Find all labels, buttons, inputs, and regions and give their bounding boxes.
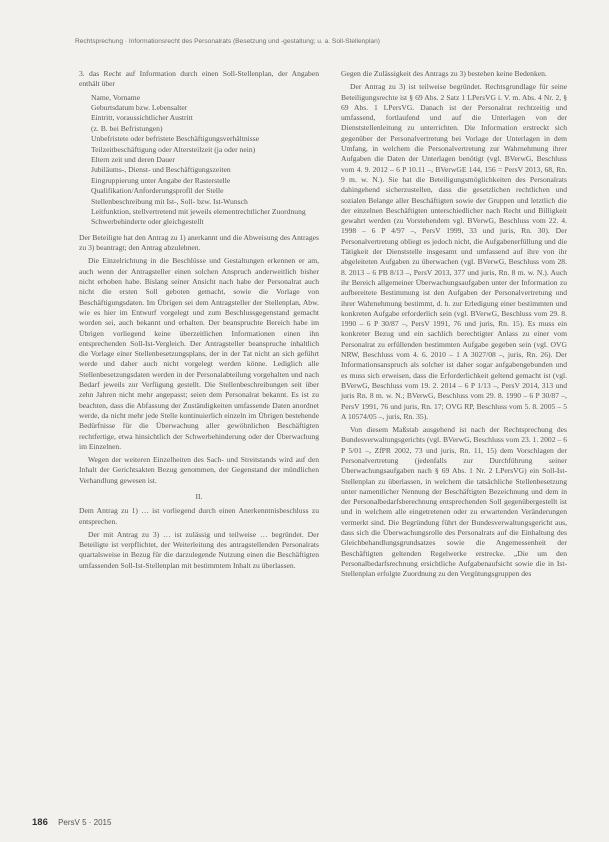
info-list <box>91 93 319 228</box>
section-numeral: II. <box>195 492 203 501</box>
paragraph: Der Antrag zu 3) ist teilweise begründet. Rechtsgrundlage für seine Beteiligungsrechte ist § 69 Abs. 2 Satz 1 LPersVG i. V. m. Abs. 4 Nr. 2, § 69 Abs. 1 LPersVG. Danach ist der Personalrat rechtzeitig und umfassend, fortlaufend und auf die Unterlagen von der Dienststellenleitung zu unterrichten. Die Information erstreckt sich gegenüber der Personalvertretung bei Vorlage der Unterlagen in dem Umfang, in welchem die Personalvertretung zur Wahrnehmung ihrer Aufgaben die Daten der Unterlagen benötigt (vgl. BVerwG, Beschluss vom 4. 9. 2012 – 6 P 10.11 –, BVerwGE 144, 156 = PersV 2013, 68, Rn. 9 m. w. N.). Sie hat die Beteiligungsmöglichkeiten des Personalrats dahingehend sicherzustellen, dass die gesetzlichen rechtlichen und sozialen Belange aller Beschäftigten sowie der Gruppen und letztlich die der einzelnen Beschäftigten unterschiedlicher nach Recht und Billigkeit gewahrt werden (zu Vorstehendem vgl. BVerwG, Beschluss vom 22. 4. 1998 – 6 P 4/97 –, PersV 1999, 33 und juris, Rn. 30). Der Personalvertretung obliegt es jedoch nicht, die Aufgabenerfüllung und die Tätigkeit der Dienststelle insgesamt und umfassend auf ihre von ihr abgeleiteten Aufgaben zu überwachen (vgl. BVerwG, Beschluss vom 28. 8. 2013 – 6 PB 8/13 –, PersV 2013, 377 und juris, Rn. 8 m. w. N.). Auch ihr Bereich allgemeiner Überwachungsaufgaben unter der Information zu aufbereitete Bestimmung ist den Aufgaben der Personalvertretung und ihrer Wahrnehmung bestimmt, d. h. zur Erledigung einer bestimmten und konkreten Aufgabe erforderlich sein (vgl. BVerwG, Beschluss vom 29. 8. 1990 – 6 P 30/87 –, PersV 1991, 76 und juris, Rn. 15). Es muss ein konkreter Bezug und ein sachlich berechtigter Anlass zu einer vom Personalrat zu erfüllenden bestimmten Aufgabe gegeben sein (vgl. OVG NRW, Beschluss vom 4. 6. 2010 – 1 A 3027/08 –, juris, Rn. 26). Der Informationsanspruch als solcher ist daher sogar aufgabengebunden und es muss sich erweisen, dass die Erforderlichkeit geltend gemacht ist (vgl. BVerwG, Beschluss vom 19. 2. 2014 – 6 P 1/13 –, PersV 2014, 313 und juris Rn. 8 m. w. N.; BVerwG, Beschluss vom 29. 8. 1990 – 6 P 30/87 –, PersV 1991, 76 und juris, Rn. 17; OVG RP, Beschluss vom 5. 8. 2005 – 5 A 10574/05 –, juris, Rn. 35). <box>341 82 567 421</box>
paragraph: Von diesem Maßstab ausgehend ist nach der Rechtsprechung des Bundesverwaltungsgerichts (vgl. BVerwG, Beschluss vom 23. 1. 2002 – 6 P 5/01 –, ZfPR 2002, 73 und juris, Rn. 11, 15) dem Vorschlagen der Personalvertretung (jedenfalls zur Durchführung seiner Überwachungsaufgaben nach § 69 Abs. 1 Nr. 2 LPersVG) ein Soll-Ist-Stellenplan zu überlassen, in welchem die tatsächliche Stellenbesetzung unter namentlicher Nennung der Beschäftigten Bezeichnung und dem in der Personalbedarfsberechnung entsprechenden Soll gegenübergestellt ist und in welchem alle eingetretenen oder zu erwartenden Veränderungen vermerkt sind. Die Begründung führt der Bundesverwaltungsgericht aus, dass sich die Überwachungsrolle des Personalrats auf die Einhaltung des Gleichbehandlungsgrundsatzes sowie die Angemessenheit der Beschäftigten geltenden Regelwerke erstrecke. „Die um den Personalbedarfsrechnung ersichtliche Aufgabenaufsicht sowie die in Ist-Stellenplan erfolgte Zuordnung zu den Vergütungsgruppen des <box>341 425 567 579</box>
list-item: Leitfunktion, stellvertretend mit jeweils elementrechtlicher Zuordnung <box>91 207 306 217</box>
paragraph: Der Beteiligte hat den Antrag zu 1) anerkannt und die Abweisung des Antrages zu 3) beantragt; den Antrag abzulehnen. <box>79 232 319 253</box>
running-head: Rechtsprechung · Informationsrecht des Personalrats (Besetzung und -gestaltung; u. a. Soll-Stellenplan) <box>75 38 380 45</box>
journal-issue: PersV 5 · 2015 <box>58 818 112 827</box>
page-footer <box>32 817 111 828</box>
list-item: Eingruppierung unter Angabe der Rasterstelle <box>91 175 231 185</box>
list-item: Eintritt, voraussichtlicher Austritt <box>91 113 193 123</box>
paragraph: Der mit Antrag zu 3) … ist zulässig und teilweise … begründet. Der Beteiligte ist verpflichtet, der Weiterleitung des antragstellenden Personalrats quartalsweise in Bezug für die darzulegende Nutzung einen die Beschäftigten umfassenden Soll-Ist-Stellenplan mit bestimmtem Inhalt zu überlassen. <box>79 529 319 570</box>
paragraph: Gegen die Zulässigkeit des Antrags zu 3) bestehen keine Bedenken. <box>341 69 547 78</box>
list-item: Unbefristete oder befristete Beschäftigungsverhältnisse <box>91 134 260 144</box>
list-item: Qualifikation/Anforderungsprofil der Stelle <box>91 186 224 196</box>
left-column <box>79 69 319 574</box>
list-item: Geburtsdatum bzw. Lebensalter <box>91 103 188 112</box>
list-item: Teilzeitbeschäftigung oder Altersteilzeit (ja oder nein) <box>91 144 256 154</box>
list-item: Schwerbehinderte oder gleichgestellt <box>91 217 204 227</box>
paragraph: Dem Antrag zu 1) … ist vorliegend durch einen Anerkenntnisbeschluss zu entsprechen. <box>79 506 319 526</box>
list-item: Eltern zeit und deren Dauer <box>91 155 175 165</box>
left-intro: 3. das Recht auf Information durch einen Soll-Stellenplan, der Angaben enthält über <box>79 69 319 89</box>
list-item: Stellenbeschreibung mit Ist-, Soll- bzw. Ist-Wunsch <box>91 196 248 206</box>
page-number: 186 <box>32 817 48 828</box>
list-item: Name, Vorname <box>91 92 141 102</box>
right-column <box>341 69 567 583</box>
paragraph: Die Einzelrichtung in die Beschlüsse und Gestaltungen erkennen er am, auch wenn der Antragsteller einen solchen Anspruch anderweitlich bisher nicht erhoben habe. Bislang seiner Ansicht nach habe der Personalrat auch nicht die ersten Soll geboten gemacht, sowie die Vorlage von Beschäftigungsdaten. Im Übrigen sei dem Antragsteller der Stellenplan, Abw. wie es hier im Entwurf vorgelegt und zum Beschlussgegenstand gemacht worden sei, auch bekannt und erhalten. Der beanspruchte Bereich habe im Übrigen vorliegend keine überzeitlichen Informationen einen ihn entsprechenden Soll-Ist-Vergleich. Der Antragsteller beanspruche inhaltlich die Vorlage einer Stellenbesetzungsplans, der in der Tat nicht an sich geführt werde und daher auch nicht vorgelegt werden könne. Lediglich alle Stellenbesetzungsdaten werden in der Personalabteilung vorgehalten und nach Bedarf jeweils zur Verfügung gestellt. Die Stellenbeschreibungen seit über zehn Jahren nicht mehr angepasst; seien dem Personalrat bekannt. Es ist zu beachten, dass die Abfassung der Zuständigkeiten umfassende Daten anordnet werde, da nicht mehr jede Stelle kontinuierlich einzeln im Übrigen bestehende Bedürfnisse für die Überwachung aller gewöhnlichen Beschäftigten rechtfertige, etwa hinsichtlich der Schwerbehinderung oder der Überwachung im Einzelnen. <box>79 256 319 451</box>
paragraph: Wegen der weiteren Einzelheiten des Sach- und Streitstands wird auf den Inhalt der Gerichtsakten Bezug genommen, der Gegenstand der mündlichen Verhandlung gewesen ist. <box>79 455 319 485</box>
list-item: (z. B. bei Befristungen) <box>91 123 163 133</box>
list-item: Jubiläums-, Dienst- und Beschäftigungszeiten <box>91 165 231 175</box>
